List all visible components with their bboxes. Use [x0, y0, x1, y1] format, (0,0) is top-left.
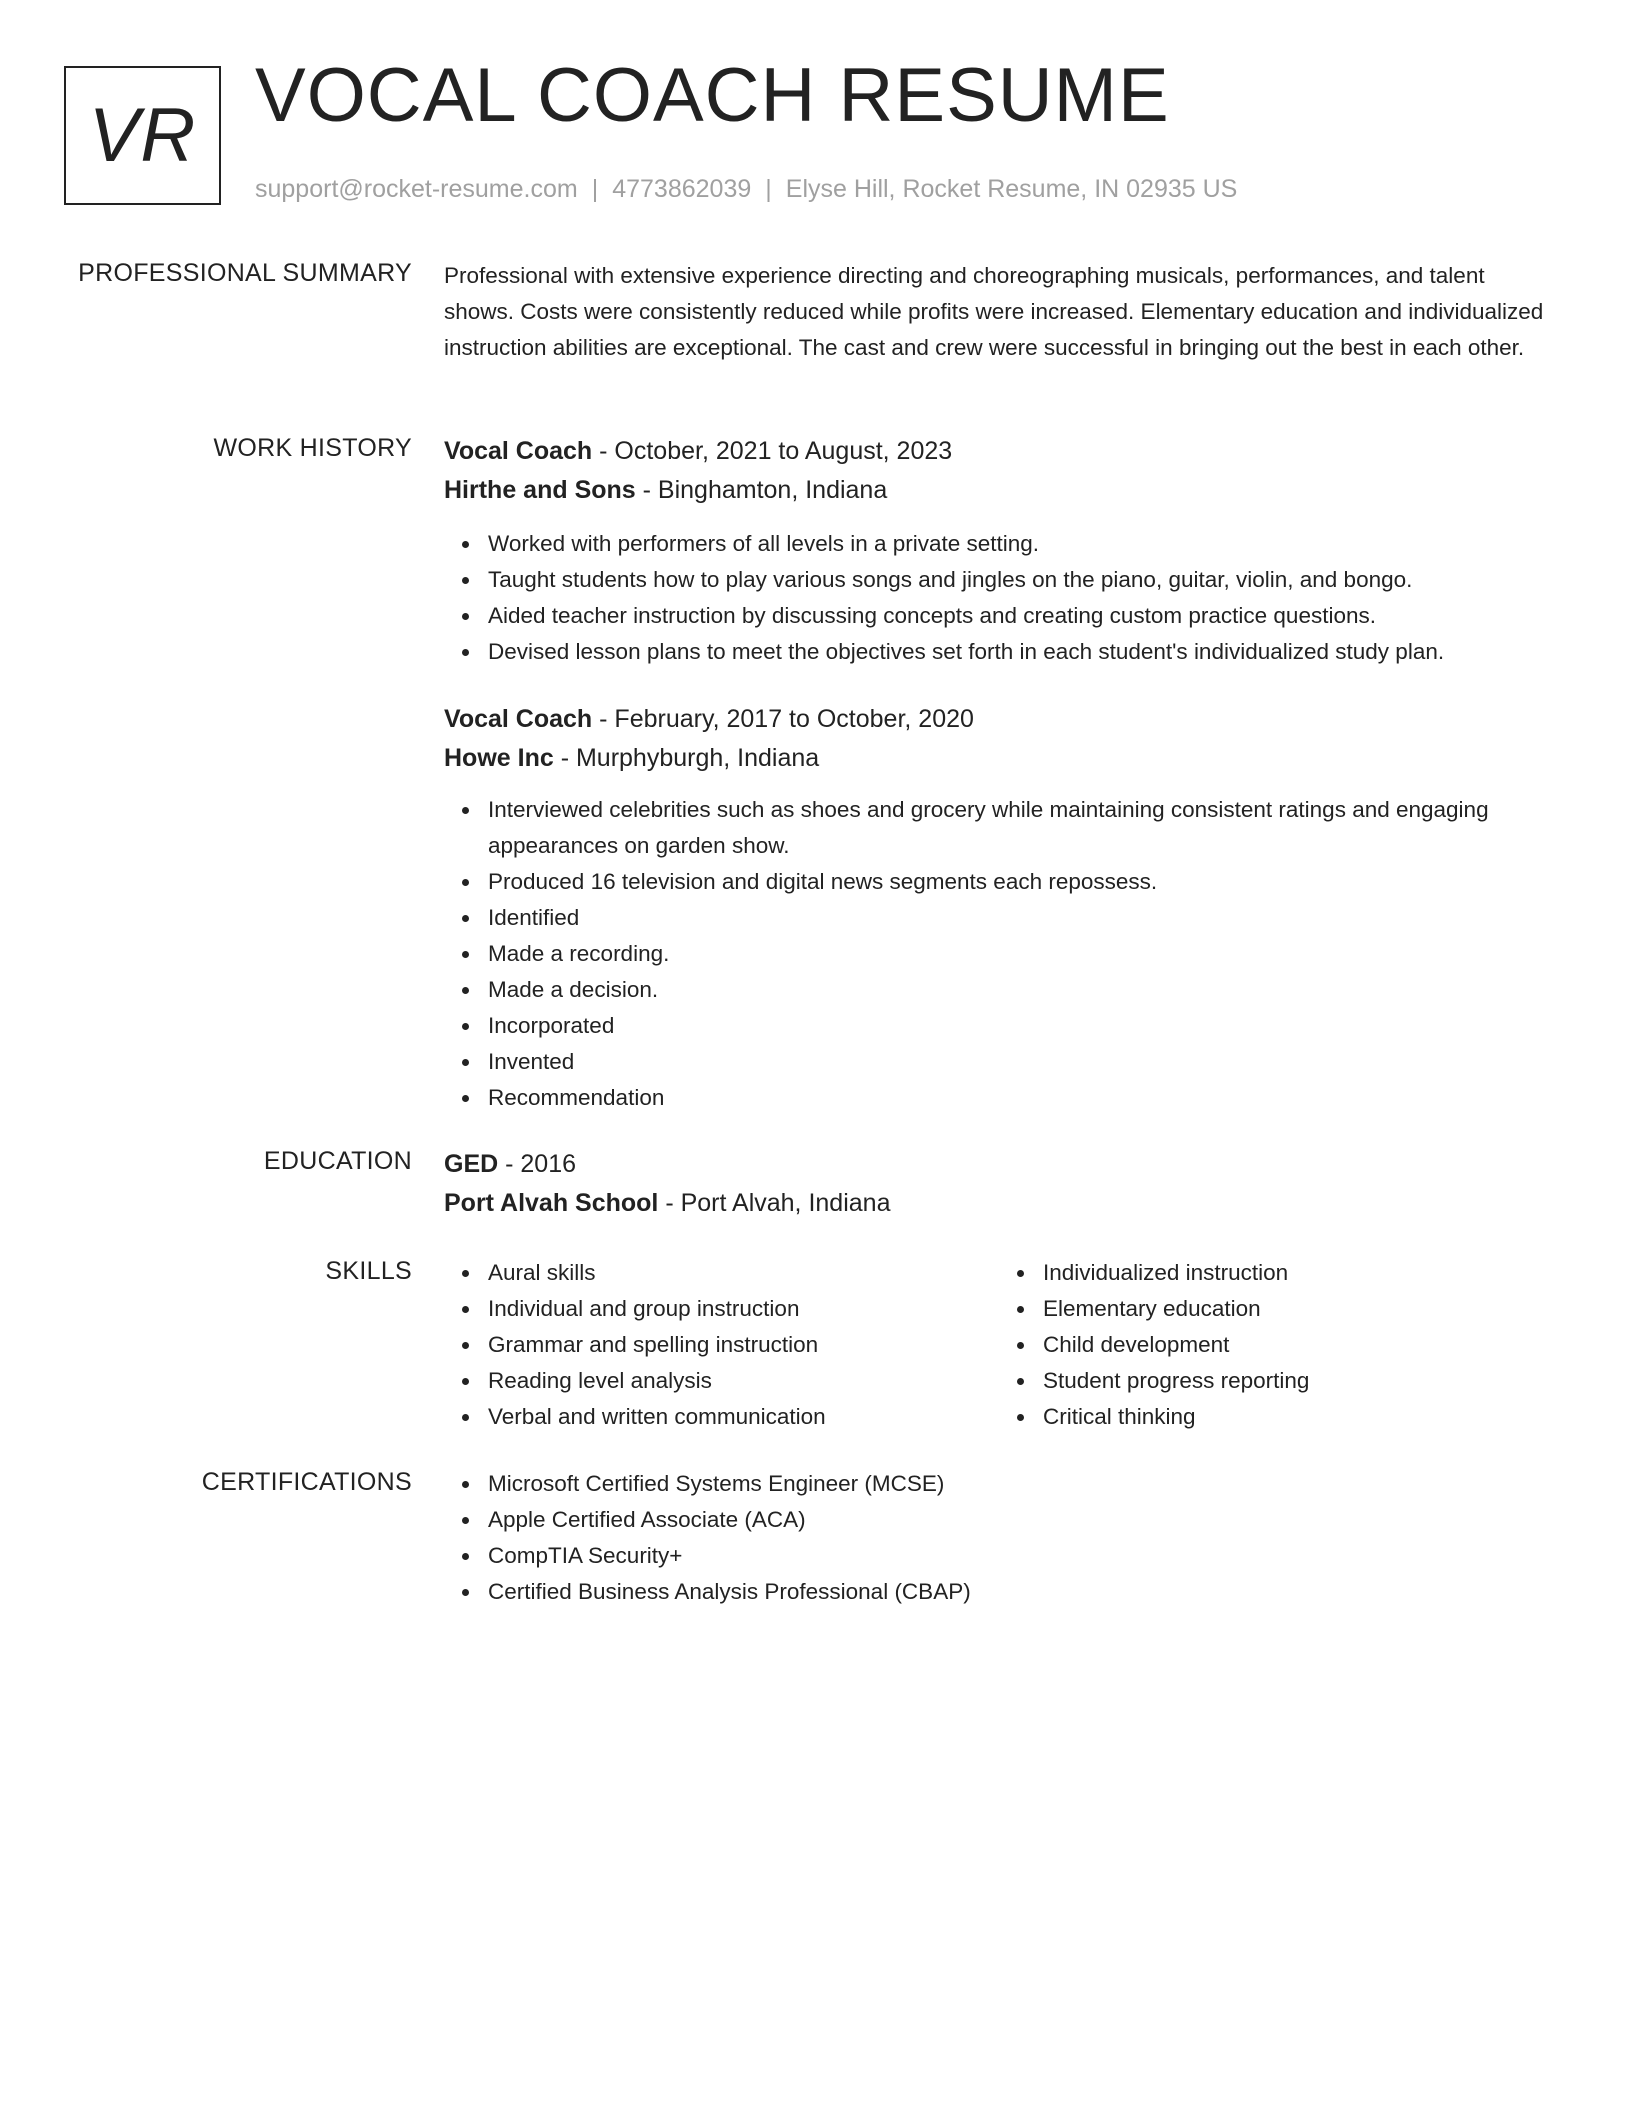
skill-item: Critical thinking [1043, 1399, 1554, 1435]
section-heading-work-history: WORK HISTORY [213, 434, 412, 462]
contact-email[interactable]: support@rocket-resume.com [255, 175, 578, 203]
list-item: Invented [488, 1044, 1554, 1080]
job-dates: - February, 2017 to October, 2020 [592, 705, 974, 733]
job-company-line [444, 471, 1554, 510]
skill-item: Aural skills [488, 1255, 999, 1291]
skills-list-right [999, 1255, 1554, 1435]
certification-item: Apple Certified Associate (ACA) [488, 1502, 1554, 1538]
list-item: Aided teacher instruction by discussing concepts and creating custom practice questions. [488, 598, 1554, 634]
education-degree-line [444, 1145, 1554, 1184]
contact-address: Elyse Hill, Rocket Resume, IN 02935 US [785, 175, 1238, 203]
job-title-line [444, 700, 1554, 739]
monogram-logo [64, 66, 221, 205]
contact-separator: | [765, 175, 772, 203]
education-year: - 2016 [498, 1150, 577, 1178]
education-body [444, 1145, 1554, 1223]
section-heading-education: EDUCATION [263, 1147, 412, 1175]
skill-item: Individual and group instruction [488, 1291, 999, 1327]
education-school-line [444, 1184, 1554, 1223]
job-entry [444, 700, 1554, 1116]
list-item: Taught students how to play various songs and jingles on the piano, guitar, violin, and bongo. [488, 562, 1554, 598]
certifications-body [444, 1466, 1554, 1610]
skills-body [444, 1255, 1554, 1435]
list-item: Produced 16 television and digital news segments each repossess. [488, 864, 1554, 900]
contact-line [255, 175, 1237, 204]
job-company: Hirthe and Sons [444, 476, 636, 504]
job-company: Howe Inc [444, 744, 554, 772]
education-location: - Port Alvah, Indiana [658, 1189, 891, 1217]
list-item: Identified [488, 900, 1554, 936]
certification-item: Microsoft Certified Systems Engineer (MCSE) [488, 1466, 1554, 1502]
section-heading-skills: SKILLS [325, 1257, 412, 1285]
job-company-line [444, 739, 1554, 778]
list-item: Interviewed celebrities such as shoes and grocery while maintaining consistent ratings and engaging appearances on garden show. [488, 792, 1554, 864]
list-item: Made a recording. [488, 936, 1554, 972]
contact-phone[interactable]: 4773862039 [612, 175, 752, 203]
list-item: Worked with performers of all levels in a private setting. [488, 526, 1554, 562]
work-history-body [444, 432, 1554, 1116]
summary-text: Professional with extensive experience directing and choreographing musicals, performances, and talent shows. Costs were consistently reduced while profits were increased. Elementary education and individualized instruction abilities are exceptional. The cast and crew were successful in bringing out the best in each other. [444, 263, 1544, 360]
monogram-initials: VR [88, 93, 197, 178]
skill-item: Reading level analysis [488, 1363, 999, 1399]
certification-item: CompTIA Security+ [488, 1538, 1554, 1574]
list-item: Incorporated [488, 1008, 1554, 1044]
resume-title: VOCAL COACH RESUME [255, 53, 1170, 138]
skill-item: Elementary education [1043, 1291, 1554, 1327]
section-heading-summary: PROFESSIONAL SUMMARY [78, 259, 412, 287]
education-school: Port Alvah School [444, 1189, 659, 1217]
job-location: - Binghamton, Indiana [635, 476, 888, 504]
skill-item: Individualized instruction [1043, 1255, 1554, 1291]
list-item: Made a decision. [488, 972, 1554, 1008]
job-bullets [444, 792, 1554, 1116]
list-item: Devised lesson plans to meet the objectives set forth in each student's individualized study plan. [488, 634, 1554, 670]
contact-separator: | [591, 175, 599, 203]
skill-item: Child development [1043, 1327, 1554, 1363]
certifications-list [444, 1466, 1554, 1610]
certification-item: Certified Business Analysis Professional (CBAP) [488, 1574, 1554, 1610]
education-degree: GED [444, 1150, 499, 1178]
skill-item: Verbal and written communication [488, 1399, 999, 1435]
job-title-line [444, 432, 1554, 471]
job-bullets [444, 526, 1554, 670]
job-location: - Murphyburgh, Indiana [553, 744, 820, 772]
job-dates: - October, 2021 to August, 2023 [592, 437, 953, 465]
list-item: Recommendation [488, 1080, 1554, 1116]
skill-item: Grammar and spelling instruction [488, 1327, 999, 1363]
skill-item: Student progress reporting [1043, 1363, 1554, 1399]
skills-list-left [444, 1255, 999, 1435]
job-entry [444, 432, 1554, 670]
section-heading-certifications: CERTIFICATIONS [201, 1468, 412, 1496]
job-title: Vocal Coach [444, 437, 593, 465]
job-title: Vocal Coach [444, 705, 593, 733]
